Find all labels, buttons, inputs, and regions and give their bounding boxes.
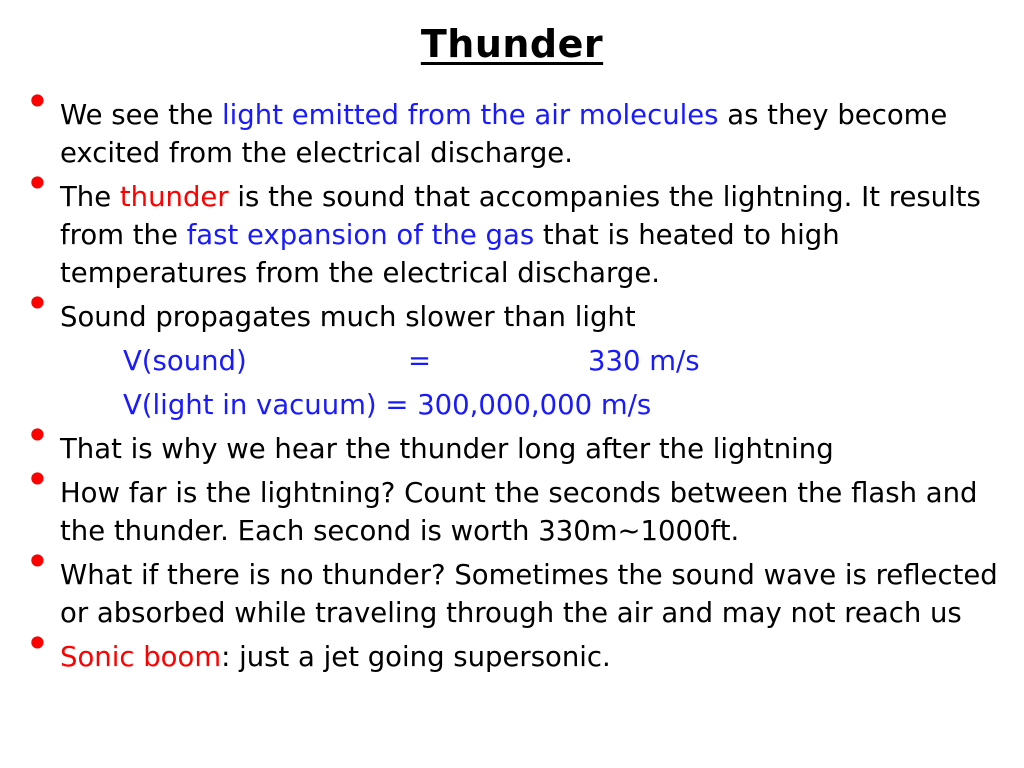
- bullet-icon: •: [25, 537, 50, 586]
- speed-value: 330 m/s: [588, 345, 700, 377]
- bullet-item-hear-later: [25, 411, 1012, 468]
- item-text: We see the: [60, 99, 223, 131]
- bullet-icon: •: [25, 619, 50, 668]
- bullet-item-sound-speed: [25, 279, 1012, 336]
- bullet-item-sonic-boom: [25, 619, 1012, 676]
- highlight-text: light emitted from the air molecules: [222, 99, 719, 131]
- speed-equals: =: [408, 345, 432, 377]
- item-text: What if there is no thunder? Sometimes the sound wave is reflected or absorbed while traveling through the air and may not reach us: [60, 559, 998, 629]
- speed-row-light: [123, 386, 1012, 424]
- item-text: The: [60, 181, 120, 213]
- item-text: How far is the lightning? Count the seconds between the flash and the thunder. Each second is worth 330m~1000ft.: [60, 477, 978, 547]
- item-text: Sound propagates much slower than light: [60, 301, 636, 333]
- bullet-item-light-emission: [25, 77, 1012, 172]
- bullet-item-no-thunder: [25, 537, 1012, 632]
- bullet-item-thunder-definition: [25, 159, 1012, 292]
- highlight-text: thunder: [119, 181, 229, 213]
- speed-name: V(sound): [123, 345, 247, 377]
- speed-name: V(light in vacuum) = 300,000,000 m/s: [123, 389, 652, 421]
- slide-title: Thunder: [420, 22, 604, 66]
- bullet-icon: •: [25, 159, 50, 208]
- item-text: that is heated to high temperatures from the electrical discharge.: [60, 219, 840, 289]
- bullet-icon: •: [25, 411, 50, 460]
- bullet-icon: •: [25, 455, 50, 504]
- item-text: is the sound that accompanies the lightning. It results from the: [60, 181, 981, 251]
- bullet-item-distance: [25, 455, 1012, 550]
- bullet-icon: •: [25, 77, 50, 126]
- highlight-text: Sonic boom: [60, 641, 222, 673]
- item-text: That is why we hear the thunder long after the lightning: [60, 433, 834, 465]
- bullet-icon: •: [25, 279, 50, 328]
- highlight-text: fast expansion of the gas: [186, 219, 535, 251]
- item-text: : just a jet going supersonic.: [221, 641, 611, 673]
- bullet-list: [25, 77, 1012, 682]
- item-text: as they become excited from the electrical discharge.: [60, 99, 948, 169]
- speed-row-sound: [123, 342, 1012, 380]
